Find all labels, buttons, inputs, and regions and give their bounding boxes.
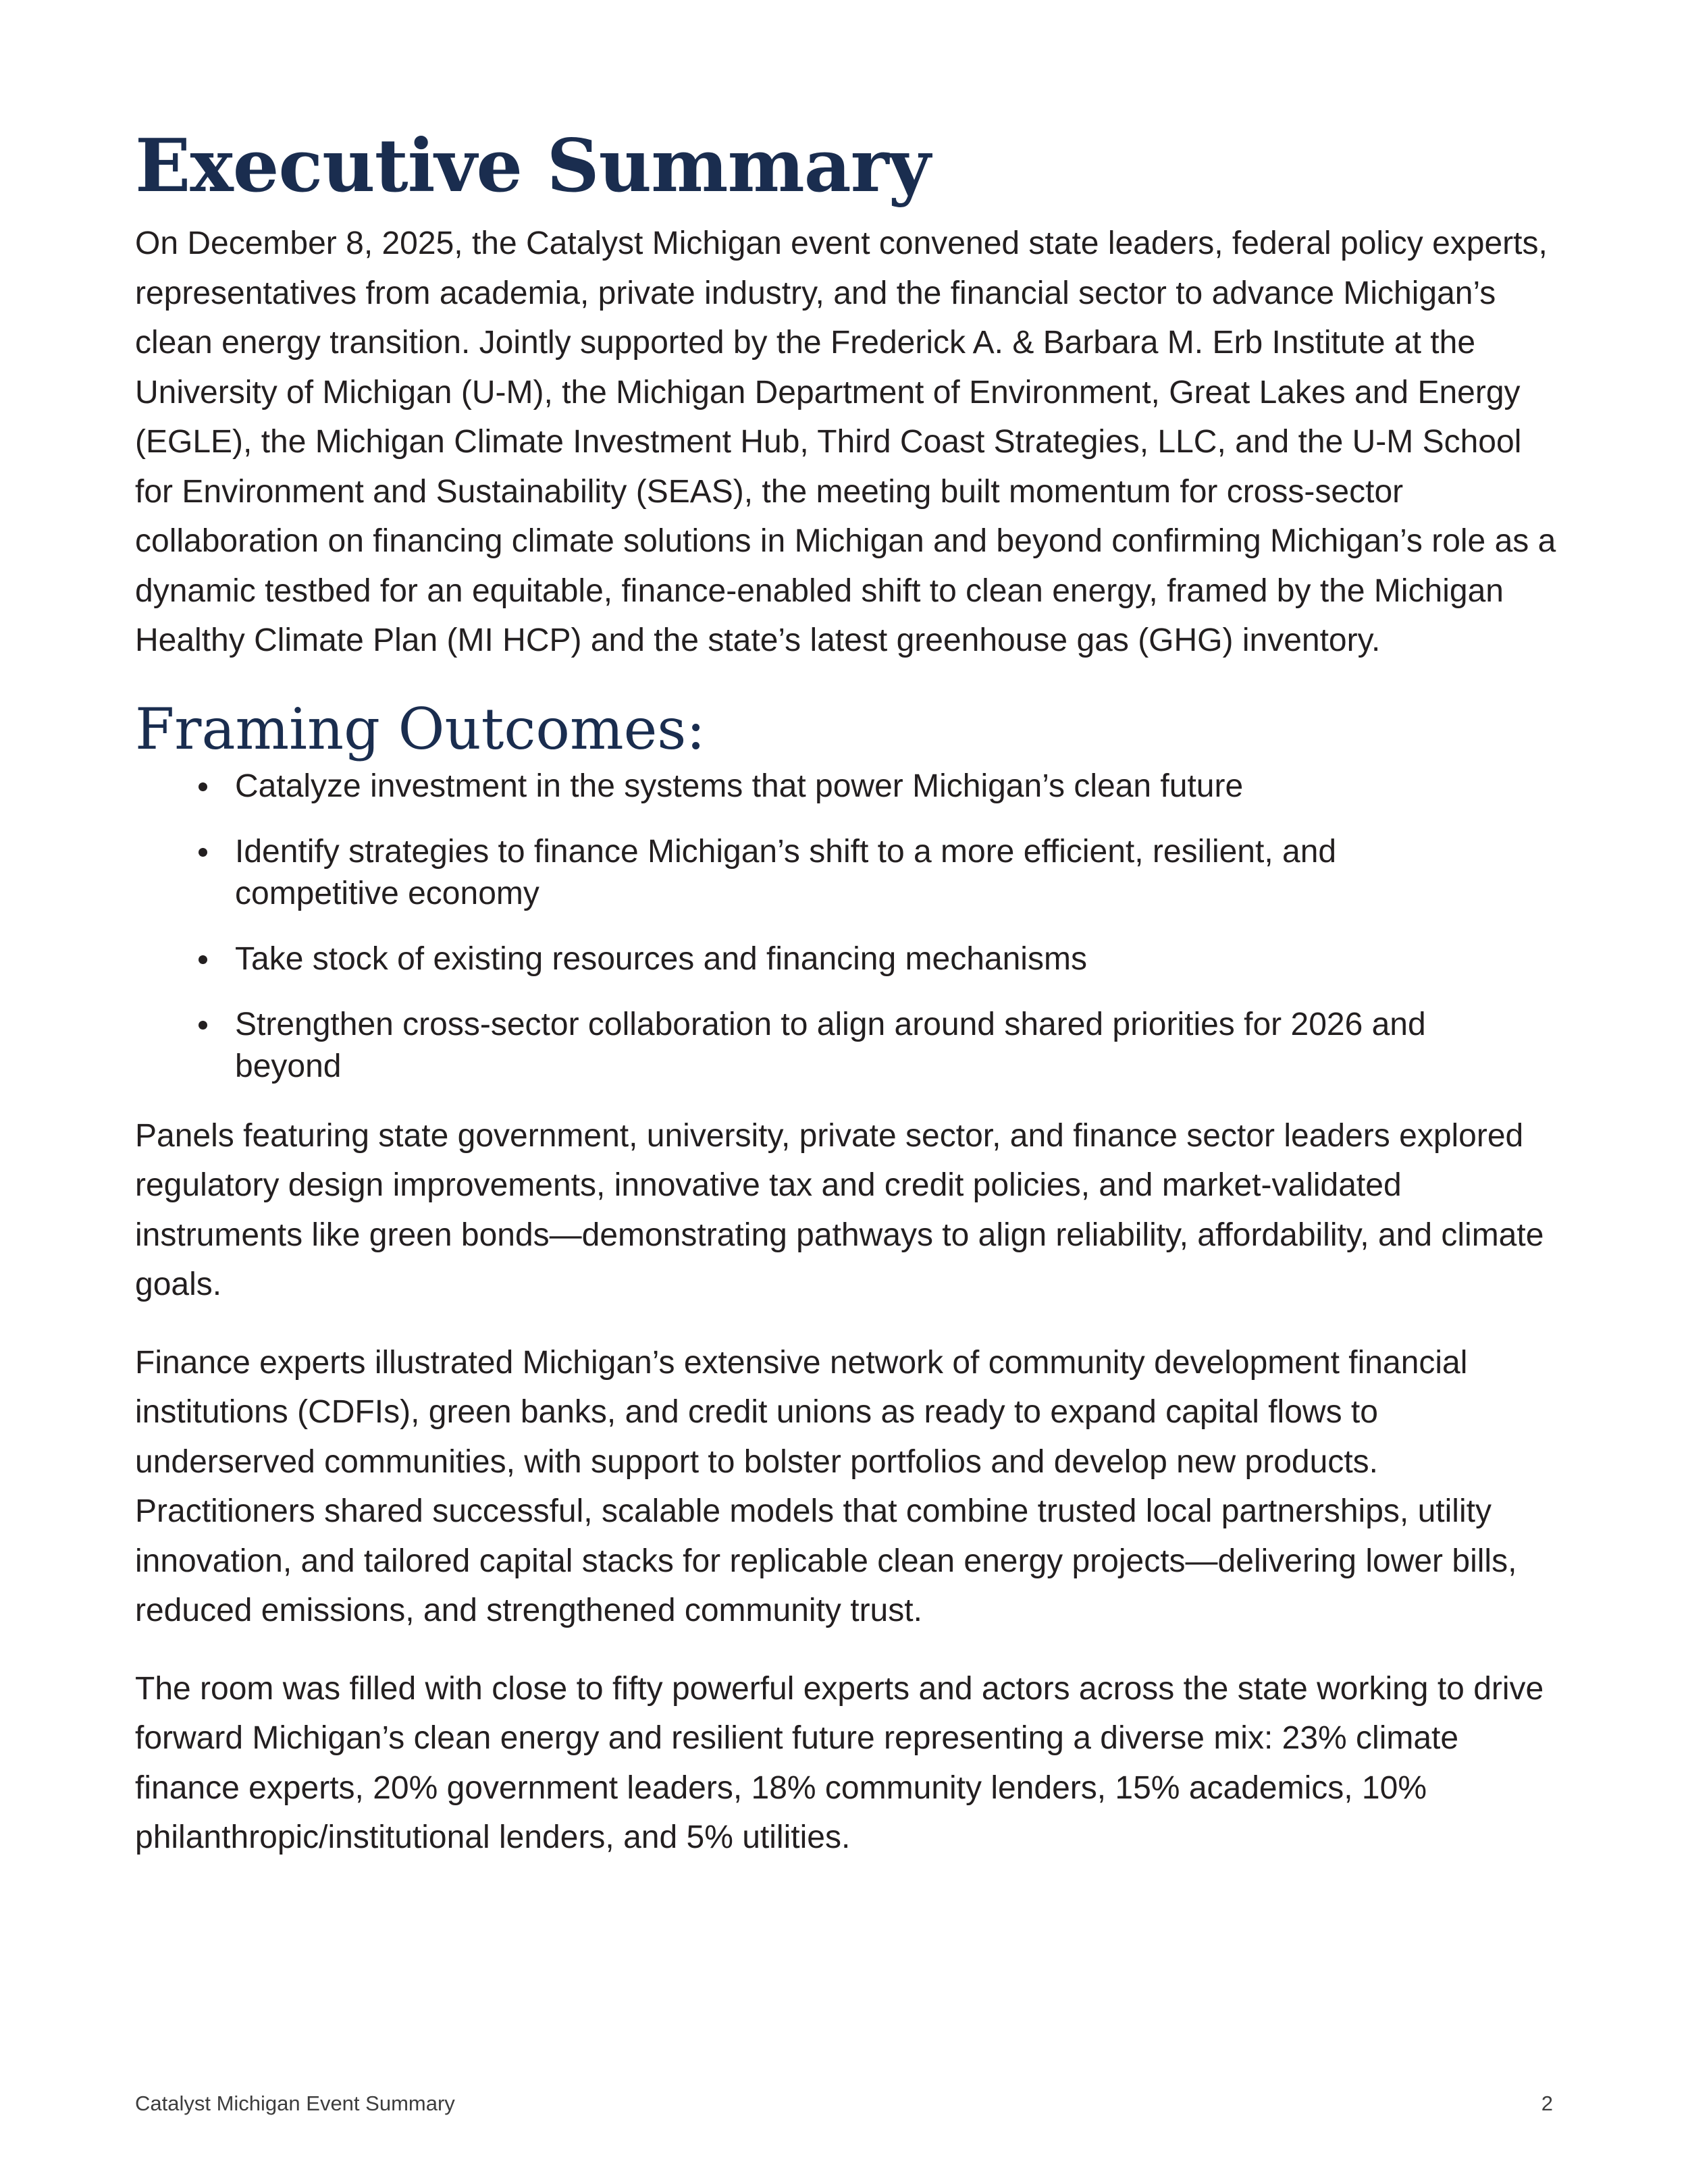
outcome-item xyxy=(135,938,1450,980)
page-title: Executive Summary xyxy=(135,124,930,209)
intro-paragraph: On December 8, 2025, the Catalyst Michigan event convened state leaders, federal policy experts, representatives from academia, private industry, and the financial sector to advance Michigan’s clean energy transition. Jointly supported by the Frederick A. & Barbara M. Erb Institute at the University of Michigan (U-M), the Michigan Department of Environment, Great Lakes and Energy (EGLE), the Michigan Climate Investment Hub, Third Coast Strategies, LLC, and the U-M School for Environment and Sustainability (SEAS), the meeting built momentum for cross-sector collaboration on financing climate solutions in Michigan and beyond confirming Michigan’s role as a dynamic testbed for an equitable, finance-enabled shift to clean energy, framed by the Michigan Healthy Climate Plan (MI HCP) and the state’s latest greenhouse gas (GHG) inventory. xyxy=(135,225,1556,658)
outcome-item xyxy=(135,766,1450,807)
framing-outcomes-list xyxy=(135,766,1566,1088)
room-composition-paragraph: The room was filled with close to fifty powerful experts and actors across the state working to drive forward Michigan’s clean energy and resilient future representing a diverse mix: 23% climate finance experts, 20% government leaders, 18% community lenders, 15% academics, 10% philanthropic/institutional lenders, and 5% utilities. xyxy=(135,1670,1544,1855)
panels-paragraph: Panels featuring state government, university, private sector, and finance sector leaders explored regulatory design improvements, innovative tax and credit policies, and market-validated instruments like green bonds—demonstrating pathways to align reliability, affordability, and climate goals. xyxy=(135,1117,1544,1302)
outcome-item xyxy=(135,831,1450,915)
page-number: 2 xyxy=(1541,2092,1553,2115)
bullet-icon xyxy=(199,1021,207,1030)
footer-label: Catalyst Michigan Event Summary xyxy=(135,2092,455,2115)
outcome-text: Catalyze investment in the systems that power Michigan’s clean future xyxy=(235,768,1244,804)
outcome-text: Strengthen cross-sector collaboration to align around shared priorities for 2026 and beyond xyxy=(235,1006,1426,1084)
bullet-icon xyxy=(199,782,207,791)
bullet-icon xyxy=(199,955,207,964)
bullet-icon xyxy=(199,848,207,857)
framing-outcomes-heading: Framing Outcomes: xyxy=(135,695,706,762)
page-content xyxy=(135,123,1566,1863)
finance-paragraph: Finance experts illustrated Michigan’s extensive network of community development financial institutions (CDFIs), green banks, and credit unions as ready to expand capital flows to underserved communities, with support to bolster portfolios and develop new products. Practitioners shared successful, scalable models that combine trusted local partnerships, utility innovation, and tailored capital stacks for replicable clean energy projects—delivering lower bills, reduced emissions, and strengthened community trust. xyxy=(135,1344,1517,1628)
outcome-text: Take stock of existing resources and financing mechanisms xyxy=(235,940,1087,977)
outcome-item xyxy=(135,1004,1450,1088)
outcome-text: Identify strategies to finance Michigan’s shift to a more efficient, resilient, and competitive economy xyxy=(235,833,1337,911)
